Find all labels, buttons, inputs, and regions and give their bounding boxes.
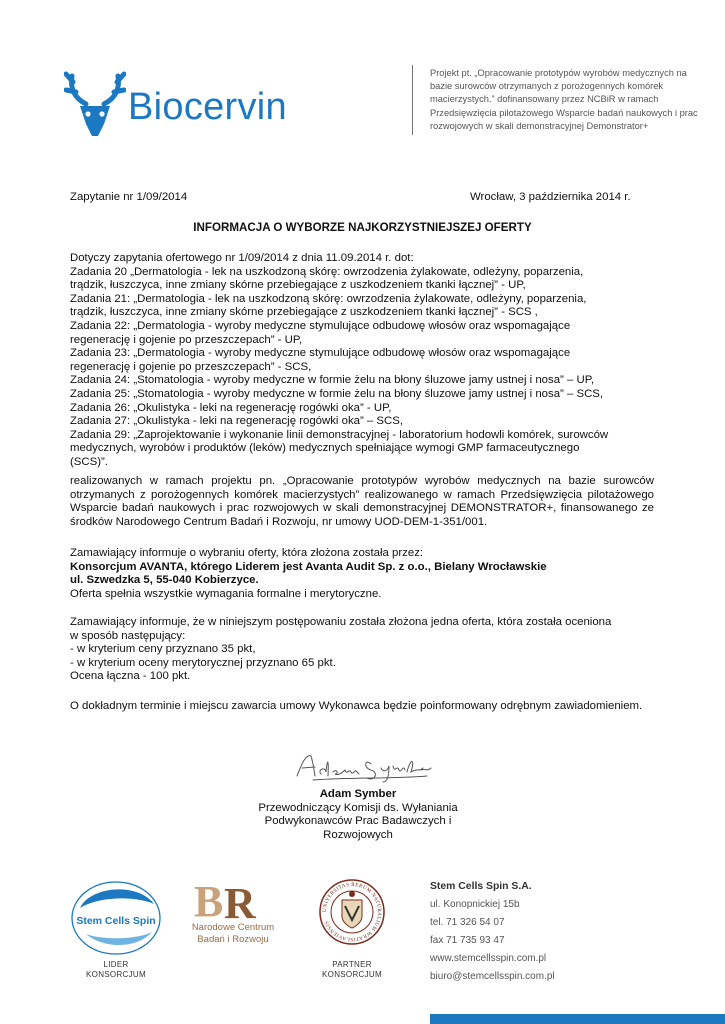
ncbr-caption-line: Badań i Rozwoju <box>197 934 269 945</box>
intro-line: regenerację i gojenie po przeszczepach” - SCS, <box>70 360 312 373</box>
handwritten-signature <box>293 750 433 784</box>
deer-logo-icon <box>64 64 126 140</box>
inquiry-number: Zapytanie nr 1/09/2014 <box>70 191 188 203</box>
intro-line: Zadania 26: „Okulistyka - leki na regenerację rogówki oka” - UP, <box>70 401 392 414</box>
company-street: ul. Konopnickiej 15b <box>430 899 520 910</box>
brand-logo-text: Biocervin <box>128 86 287 128</box>
svg-text:B: B <box>194 878 224 920</box>
intro-line: (SCS)”. <box>70 455 108 468</box>
intro-line: Zadania 21: „Dermatologia - lek na uszkodzoną skórę: owrzodzenia żylakowate, odleżyny, poparzenia, <box>70 292 587 305</box>
signer-name: Adam Symber <box>319 788 397 800</box>
ncbr-logo <box>190 878 270 920</box>
intro-line: Zadania 27: „Okulistyka - leki na regenerację rogówki oka” – SCS, <box>70 415 404 428</box>
ncbr-caption-line: Narodowe Centrum <box>191 922 275 933</box>
winner-line: Oferta spełnia wszystkie wymagania formalne i merytoryczne. <box>70 587 382 600</box>
intro-line: Zadania 24: „Stomatologia - wyroby medyczne w formie żelu na błony śluzowe jamy ustnej i nosa” – UP, <box>70 374 595 387</box>
uni-caption-line: PARTNER <box>332 960 372 969</box>
company-website-link[interactable]: www.stemcellsspin.com.pl <box>430 953 547 964</box>
intro-line: Zadania 29: „Zaprojektowanie i wykonanie linii demonstracyjnej - laboratorium hodowli komórek, surowców <box>70 428 609 441</box>
criteria-line: w sposób następujący: <box>70 629 186 642</box>
signer-role: Rozwojowych <box>323 828 393 841</box>
project-note: Projekt pt. „Opracowanie prototypów wyrobów medycznych na bazie surowców otrzymanych z porożogennych komórek macierzystych.” dofinansowany przez NCBiR w ramach Przedsięwzięcia pilotażowego Wsparcie badań naukowych i prac rozwojowych w skali demonstracyjnej Demonstrator+ <box>430 68 698 131</box>
company-name: Stem Cells Spin S.A. <box>430 881 532 892</box>
winner-address: ul. Szwedzka 5, 55-040 Kobierzyce. <box>70 574 259 587</box>
university-seal <box>318 878 386 946</box>
criteria-line: Zamawiający informuje, że w niniejszym postępowaniu została złożona jedna oferta, która została oceniona <box>70 616 612 628</box>
signer-block <box>230 788 486 842</box>
signer-role: Podwykonawców Prac Badawczych i <box>264 815 452 828</box>
intro-line: Zadania 23: „Dermatologia - wyroby medyczne stymulujące odbudowę włosów oraz wspomagające <box>70 347 571 360</box>
winner-name: Konsorcjum AVANTA, którego Liderem jest Avanta Audit Sp. z o.o., Bielany Wrocławskie <box>70 560 547 573</box>
criteria-block <box>70 616 660 684</box>
project-paragraph: realizowanych w ramach projektu pn. „Opracowanie prototypów wyrobów medycznych na bazie surowców otrzymanych z porożogennych komórek macierzystych” realizowanego w ramach Przedsięwzięcia pilotażowego Wsparcie badań naukowych i prac rozwojowych w skali demonstracyjnej DEMONSTRATOR+, finansowanego ze środków Narodowego Centrum Badań i Rozwoju, nr umowy UOD-DEM-1-351/001. <box>70 475 654 528</box>
seal-ring-text: UNIVERSITAS RERUM NATURALIUM WRATISLAVIENSIS <box>321 881 383 943</box>
company-email-link[interactable]: biuro@stemcellsspin.com.pl <box>430 971 555 982</box>
header-divider <box>412 65 413 135</box>
criteria-line: Ocena łączna - 100 pkt. <box>70 670 191 683</box>
intro-line: medycznych, wyrobów i produktów (leków) medycznych spełniające wymogi GMP farmaceutycznego <box>70 442 580 455</box>
stem-caption-line: KONSORCJUM <box>86 970 146 979</box>
winner-block <box>70 547 660 601</box>
intro-line: Zadania 25: „Stomatologia - wyroby medyczne w formie żelu na błony śluzowe jamy ustnej i nosa” – SCS, <box>70 387 604 400</box>
intro-line: trądzik, łuszczyca, inne zmiany skórne przebiegające z uszkodzeniem tkanki łącznej” - SCS , <box>70 306 538 319</box>
document-date: Wrocław, 3 października 2014 r. <box>470 191 631 203</box>
ncbr-caption <box>186 922 280 946</box>
stem-cells-spin-logo <box>66 878 166 956</box>
intro-line: regenerację i gojenie po przeszczepach” - UP, <box>70 333 303 346</box>
stem-caption-line: LIDER <box>103 960 129 969</box>
company-phone: tel. 71 326 54 07 <box>430 917 505 928</box>
signer-role: Przewodniczący Komisji ds. Wyłaniania <box>258 801 458 814</box>
stem-logo-text: Stem Cells Spin <box>76 915 156 927</box>
intro-block <box>70 252 660 470</box>
criteria-line: - w kryterium oceny merytorycznej przyznano 65 pkt. <box>70 656 336 669</box>
intro-line: Zadania 20 „Dermatologia - lek na uszkodzoną skórę: owrzodzenia żylakowate, odleżyny, poparzenia, <box>70 265 584 278</box>
winner-line: Zamawiający informuje o wybraniu oferty, która złożona została przez: <box>70 547 424 559</box>
criteria-line: - w kryterium ceny przyznano 35 pkt, <box>70 643 256 656</box>
intro-line: Zadania 22: „Dermatologia - wyroby medyczne stymulujące odbudowę włosów oraz wspomagające <box>70 319 571 332</box>
footer-accent-bar <box>430 1014 725 1024</box>
intro-line: Dotyczy zapytania ofertowego nr 1/09/2014 z dnia 11.09.2014 r. dot: <box>70 252 414 264</box>
closing-paragraph: O dokładnym terminie i miejscu zawarcia umowy Wykonawca będzie poinformowany odrębnym zawiadomieniem. <box>70 700 643 712</box>
company-fax: fax 71 735 93 47 <box>430 935 505 946</box>
svg-text:R: R <box>224 879 256 920</box>
stem-caption <box>66 960 166 980</box>
contact-block <box>430 878 555 986</box>
intro-line: trądzik, łuszczyca, inne zmiany skórne przebiegające z uszkodzeniem tkanki łącznej” - UP, <box>70 279 526 292</box>
document-title: INFORMACJA O WYBORZE NAJKORZYSTNIEJSZEJ OFERTY <box>193 221 532 234</box>
uni-caption <box>305 960 399 980</box>
uni-caption-line: KONSORCJUM <box>322 970 382 979</box>
